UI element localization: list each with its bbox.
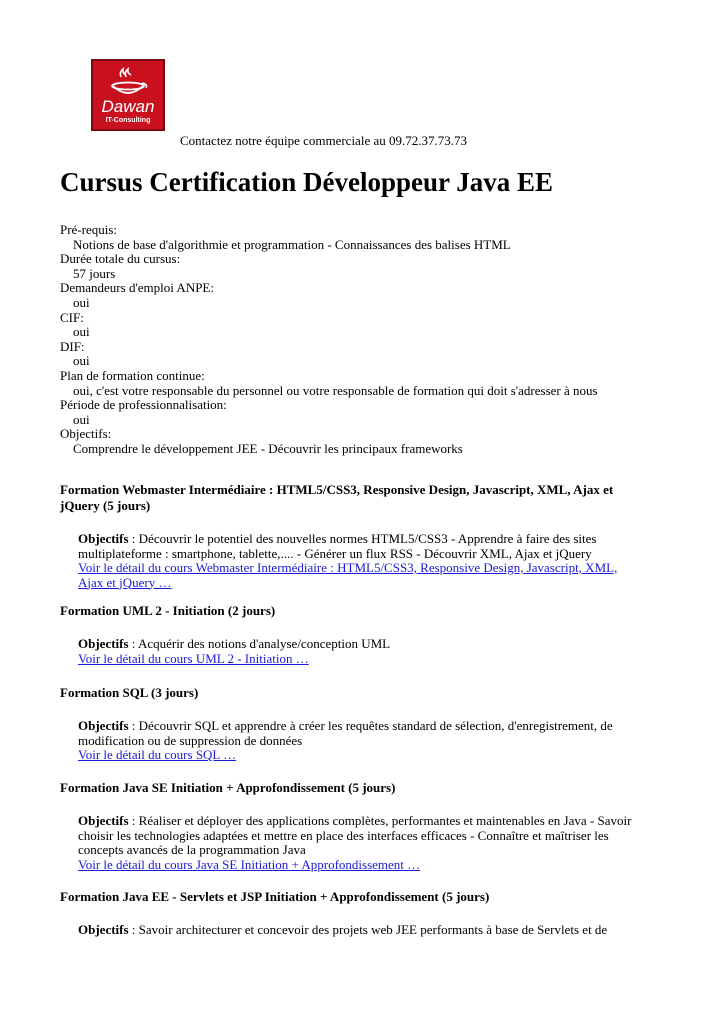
course-detail-link[interactable]: Voir le détail du cours SQL … — [78, 747, 237, 762]
course-objective — [78, 532, 640, 590]
info-value: oui — [73, 411, 90, 427]
course-detail-link[interactable]: Voir le détail du cours Webmaster Intermédiaire : HTML5/CSS3, Responsive Design, Javascript, XML, Ajax et jQuery … — [78, 560, 618, 590]
objective-text: : Acquérir des notions d'analyse/conception UML — [128, 636, 391, 651]
info-value: oui — [73, 294, 90, 310]
dawan-logo — [91, 59, 165, 131]
info-value: oui, c'est votre responsable du personnel ou votre responsable de formation qui doit s'adresser à nous — [73, 382, 598, 398]
info-label: CIF: — [60, 309, 84, 325]
info-value: oui — [73, 324, 90, 340]
objectifs-label: Objectifs — [78, 636, 129, 651]
info-label: Objectifs: — [60, 426, 112, 442]
logo-text-sub: IT-Consulting — [105, 117, 151, 124]
contact-line: Contactez notre équipe commerciale au 09.72.37.73.73 — [180, 133, 467, 148]
info-label: Période de professionnalisation: — [60, 397, 227, 413]
dawan-logo-image — [93, 61, 163, 129]
info-value: Notions de base d'algorithmie et programmation - Connaissances des balises HTML — [73, 236, 511, 252]
objective-text: : Savoir architecturer et concevoir des projets web JEE performants à base de Servlets et de — [128, 922, 608, 937]
course-detail-link[interactable]: Voir le détail du cours Java SE Initiation + Approfondissement … — [78, 856, 421, 872]
info-label: Pré-requis: — [60, 222, 118, 237]
course-objective — [78, 923, 640, 938]
course-sql — [60, 685, 640, 763]
objectifs-label: Objectifs — [78, 531, 129, 546]
info-value: Comprendre le développement JEE - Découvrir les principaux frameworks — [73, 440, 463, 456]
course-title: Formation Webmaster Intermédiaire : HTML5/CSS3, Responsive Design, Javascript, XML, Ajax et jQuery (5 jours) — [60, 482, 614, 513]
objective-text: : Découvrir SQL et apprendre à créer les requêtes standard de sélection, d'enregistrement, de modification ou de suppression de données — [78, 718, 613, 748]
info-label: Plan de formation continue: — [60, 367, 205, 383]
info-label: Durée totale du cursus: — [60, 251, 181, 267]
info-value: 57 jours — [73, 265, 116, 281]
course-objective — [78, 719, 640, 763]
objectifs-label: Objectifs — [78, 813, 129, 828]
cursus-info — [60, 223, 680, 457]
course-objective — [78, 637, 640, 666]
course-objective — [78, 814, 640, 872]
logo-text-main: Dawan — [101, 97, 155, 116]
objective-text: : Découvrir le potentiel des nouvelles normes HTML5/CSS3 - Apprendre à faire des sites multiplateforme : smartphone, tablette,.... - Générer un flux RSS - Découvrir XML, Ajax et jQuery — [78, 531, 597, 561]
objectifs-label: Objectifs — [78, 718, 129, 733]
course-detail-link[interactable]: Voir le détail du cours UML 2 - Initiation … — [78, 650, 309, 666]
course-uml — [60, 603, 640, 666]
course-java-ee — [60, 889, 640, 938]
objectifs-label: Objectifs — [78, 922, 129, 937]
course-java-se — [60, 780, 640, 872]
course-title: Formation SQL (3 jours) — [60, 685, 199, 700]
course-title: Formation Java SE Initiation + Approfondissement (5 jours) — [60, 780, 396, 795]
objective-text: : Réaliser et déployer des applications complètes, performantes et maintenables en Java - Savoir choisir les technologies adaptées et mettre en place des interfaces efficaces - Connaître et maîtriser les concepts avancés de la programmation Java — [78, 813, 632, 857]
info-value: oui — [73, 353, 90, 369]
course-title: Formation Java EE - Servlets et JSP Initiation + Approfondissement (5 jours) — [60, 889, 490, 904]
course-webmaster — [60, 482, 640, 590]
info-label: Demandeurs d'emploi ANPE: — [60, 280, 214, 296]
course-title: Formation UML 2 - Initiation (2 jours) — [60, 603, 276, 618]
info-label: DIF: — [60, 338, 85, 354]
page-title: Cursus Certification Développeur Java EE — [60, 167, 553, 197]
